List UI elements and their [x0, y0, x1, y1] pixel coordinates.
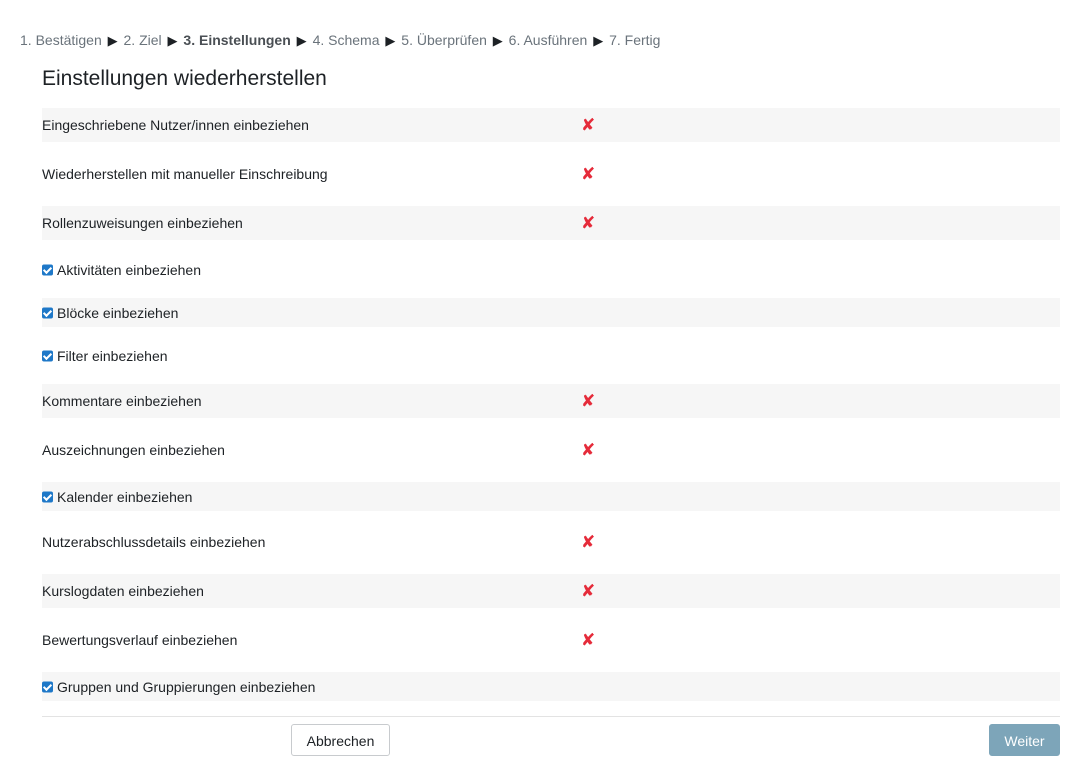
page-title: Einstellungen wiederherstellen — [42, 67, 327, 90]
setting-row — [42, 384, 1060, 418]
setting-label: Wiederherstellen mit manueller Einschreibung — [42, 166, 328, 182]
checkbox-checked-icon[interactable] — [42, 681, 53, 692]
divider — [42, 716, 1060, 717]
checkbox-checked-icon[interactable] — [42, 264, 53, 275]
setting-label: Kalender einbeziehen — [57, 488, 193, 505]
cross-icon: ✘ — [581, 213, 596, 233]
step-arrow-icon: ▶ — [107, 33, 118, 48]
step-7: 7. Fertig — [609, 32, 661, 48]
setting-row — [42, 482, 1060, 511]
step-4: 4. Schema — [312, 32, 380, 48]
step-3: 3. Einstellungen — [183, 32, 291, 48]
setting-label: Aktivitäten einbeziehen — [57, 261, 201, 278]
cross-icon: ✘ — [581, 440, 596, 460]
setting-label: Blöcke einbeziehen — [57, 304, 179, 321]
setting-row — [42, 255, 1060, 284]
step-arrow-icon: ▶ — [385, 33, 396, 48]
setting-row — [42, 157, 1060, 191]
setting-label: Filter einbeziehen — [57, 347, 168, 364]
setting-row — [42, 341, 1060, 370]
step-5: 5. Überprüfen — [401, 32, 487, 48]
setting-label: Kommentare einbeziehen — [42, 393, 202, 409]
setting-label: Kurslogdaten einbeziehen — [42, 583, 204, 599]
cross-icon: ✘ — [581, 391, 596, 411]
step-6: 6. Ausführen — [508, 32, 588, 48]
checkbox-checked-icon[interactable] — [42, 307, 53, 318]
setting-row — [42, 108, 1060, 142]
setting-label: Eingeschriebene Nutzer/innen einbeziehen — [42, 117, 309, 133]
setting-row — [42, 574, 1060, 608]
setting-row — [42, 525, 1060, 559]
step-arrow-icon: ▶ — [167, 33, 178, 48]
step-1: 1. Bestätigen — [20, 32, 102, 48]
setting-label: Rollenzuweisungen einbeziehen — [42, 215, 243, 231]
step-2: 2. Ziel — [123, 32, 162, 48]
setting-row — [42, 298, 1060, 327]
progress-breadcrumb — [20, 30, 660, 51]
setting-label: Auszeichnungen einbeziehen — [42, 442, 225, 458]
step-arrow-icon: ▶ — [492, 33, 503, 48]
setting-label: Bewertungsverlauf einbeziehen — [42, 632, 238, 648]
setting-label: Nutzerabschlussdetails einbeziehen — [42, 534, 266, 550]
checkbox-checked-icon[interactable] — [42, 491, 53, 502]
setting-row — [42, 672, 1060, 701]
step-arrow-icon: ▶ — [593, 33, 604, 48]
setting-row — [42, 206, 1060, 240]
cross-icon: ✘ — [581, 115, 596, 135]
step-arrow-icon: ▶ — [296, 33, 307, 48]
checkbox-checked-icon[interactable] — [42, 350, 53, 361]
cross-icon: ✘ — [581, 164, 596, 184]
next-button[interactable]: Weiter — [989, 724, 1060, 756]
cancel-button[interactable]: Abbrechen — [291, 724, 390, 756]
setting-row — [42, 623, 1060, 657]
setting-row — [42, 433, 1060, 467]
setting-label: Gruppen und Gruppierungen einbeziehen — [57, 678, 316, 695]
cross-icon: ✘ — [581, 581, 596, 601]
cross-icon: ✘ — [581, 532, 596, 552]
cross-icon: ✘ — [581, 630, 596, 650]
settings-list — [42, 108, 1060, 715]
